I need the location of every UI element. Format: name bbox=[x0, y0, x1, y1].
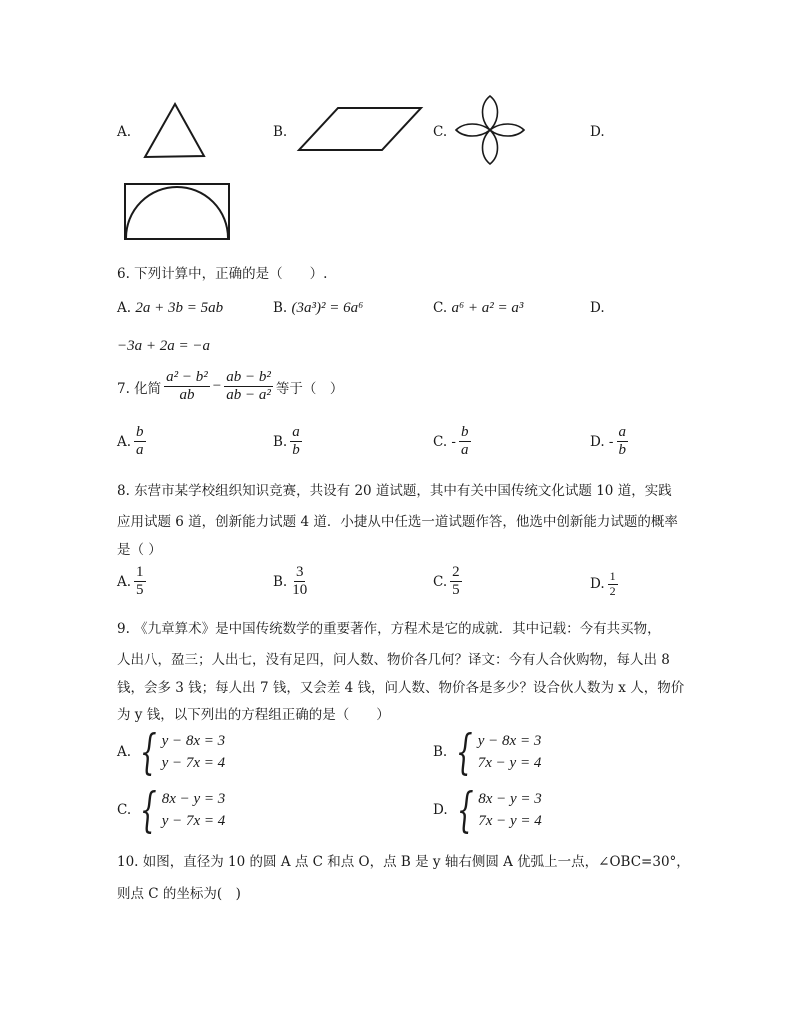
q8-option-b-num: 3 bbox=[294, 564, 306, 582]
q6-option-a-expr: 2a + 3b = 5ab bbox=[135, 300, 224, 316]
q8-option-b-label: B. bbox=[273, 573, 288, 590]
q7-option-d-den: b bbox=[618, 442, 626, 459]
q8-option-c bbox=[433, 564, 465, 600]
q8-option-c-label: C. bbox=[433, 573, 448, 590]
q9-option-a-eq-2: y − 7x = 4 bbox=[161, 755, 226, 771]
q9-option-a bbox=[117, 724, 226, 780]
q10-line-1: 10. 如图，直径为 10 的圆 A 点 C 和点 O，点 B 是 y 轴右侧圆 A 优弧上一点，∠OBC=30°， bbox=[117, 854, 690, 870]
q8-option-c-num: 2 bbox=[450, 564, 462, 582]
q8-line-3: 是（ ） bbox=[117, 542, 162, 558]
q6-stem: 6. 下列计算中，正确的是（ ）. bbox=[117, 266, 328, 282]
q7-fraction-2-denominator: ab − a² bbox=[226, 387, 271, 404]
q7-prefix: 7. 化简 bbox=[117, 380, 162, 397]
q7-option-c-num: b bbox=[459, 424, 471, 442]
q8-option-a-num: 1 bbox=[134, 564, 146, 582]
q6-option-c-expr: a⁶ + a² = a³ bbox=[451, 300, 524, 316]
brace-symbol: { bbox=[139, 724, 157, 780]
q6-option-b-label: B. bbox=[273, 300, 288, 316]
q9-option-c-eq-2: y − 7x = 4 bbox=[161, 813, 226, 829]
q7-option-a-den: a bbox=[136, 442, 144, 459]
q7-suffix: 等于（ ） bbox=[275, 380, 344, 397]
q7-option-b bbox=[273, 424, 305, 460]
semicircle-in-rectangle-figure bbox=[120, 180, 232, 242]
q7-fraction-2-numerator: ab − b² bbox=[224, 369, 273, 387]
q6-option-c-label: C. bbox=[433, 300, 448, 316]
triangle-figure bbox=[140, 100, 210, 162]
q7-minus: − bbox=[212, 378, 222, 395]
q9-option-d-eq-2: 7x − y = 4 bbox=[478, 813, 542, 829]
q9-line-4: 为 y 钱，以下列出的方程组正确的是（ ） bbox=[117, 707, 390, 723]
q5-option-d-label: D. bbox=[590, 124, 605, 140]
four-petal-flower-figure bbox=[452, 94, 528, 166]
q7-option-b-den: b bbox=[292, 442, 300, 459]
q9-option-c-label: C. bbox=[117, 802, 132, 818]
q5-option-b-label: B. bbox=[273, 124, 288, 140]
q7-option-c-label: C. - bbox=[433, 433, 456, 450]
brace-symbol: { bbox=[456, 724, 473, 780]
q7-option-c bbox=[433, 424, 474, 460]
q6-option-a bbox=[117, 300, 223, 317]
q7-option-d-label: D. - bbox=[590, 433, 614, 450]
q9-line-1: 9. 《九章算术》是中国传统数学的重要著作，方程术是它的成就．其中记载：今有共买物， bbox=[117, 621, 661, 637]
q9-option-b-eq-2: 7x − y = 4 bbox=[477, 755, 542, 771]
q5-option-a-label: A. bbox=[117, 124, 132, 140]
parallelogram-figure bbox=[294, 104, 424, 154]
q7-fraction-2 bbox=[224, 369, 273, 405]
q8-option-b bbox=[273, 564, 312, 600]
q7-option-a-num: b bbox=[134, 424, 146, 442]
q9-option-a-eq-1: y − 8x = 3 bbox=[161, 732, 226, 749]
q7-option-b-num: a bbox=[290, 424, 302, 442]
q9-option-a-label: A. bbox=[117, 744, 132, 760]
q7-option-a bbox=[117, 424, 149, 460]
q7-option-d-num: a bbox=[617, 424, 629, 442]
q7-option-d bbox=[590, 424, 631, 460]
q9-option-b-label: B. bbox=[433, 744, 448, 760]
q8-line-1: 8. 东营市某学校组织知识竞赛，共设有 20 道试题，其中有关中国传统文化试题 10 道，实践 bbox=[117, 483, 672, 499]
q8-option-c-den: 5 bbox=[452, 582, 460, 599]
q7-option-c-den: a bbox=[461, 442, 469, 459]
q5-option-c-label: C. bbox=[433, 124, 448, 140]
brace-symbol: { bbox=[456, 782, 474, 838]
q7-stem bbox=[117, 369, 343, 405]
q8-option-a bbox=[117, 564, 149, 600]
q8-option-b-den: 10 bbox=[292, 582, 308, 599]
q8-option-a-label: A. bbox=[117, 573, 132, 590]
q7-option-a-label: A. bbox=[117, 433, 132, 450]
q9-option-b-eq-1: y − 8x = 3 bbox=[477, 732, 542, 749]
q9-option-c bbox=[117, 782, 226, 838]
q9-line-3: 钱，会多 3 钱；每人出 7 钱，又会差 4 钱，问人数、物价各是多少？设合伙人数为 x 人，物价 bbox=[117, 680, 685, 696]
q7-fraction-1-numerator: a² − b² bbox=[164, 369, 210, 387]
q9-option-d-label: D. bbox=[433, 802, 448, 818]
q7-fraction-1-denominator: ab bbox=[179, 387, 195, 404]
q8-option-d-den: 2 bbox=[609, 583, 616, 598]
q8-option-d-num: 1 bbox=[609, 569, 616, 583]
q9-line-2: 人出八，盈三；人出七，没有足四，问人数、物价各几何？译文：今有人合伙购物，每人出 8 bbox=[117, 652, 670, 668]
q8-option-a-den: 5 bbox=[136, 582, 144, 599]
q8-option-d-label: D. bbox=[590, 576, 605, 593]
q6-option-d-label: D. bbox=[590, 300, 605, 316]
brace-symbol: { bbox=[140, 782, 157, 838]
q9-option-b bbox=[433, 724, 542, 780]
q9-option-c-eq-1: 8x − y = 3 bbox=[161, 790, 226, 807]
q8-line-2: 应用试题 6 道，创新能力试题 4 道．小捷从中任选一道试题作答，他选中创新能力试题的概率 bbox=[117, 514, 678, 530]
q7-option-b-label: B. bbox=[273, 433, 288, 450]
q6-option-b-expr: (3a³)² = 6a⁶ bbox=[291, 300, 364, 316]
q9-option-d-eq-1: 8x − y = 3 bbox=[478, 790, 542, 807]
q8-option-d bbox=[590, 570, 621, 599]
q9-option-d bbox=[433, 782, 542, 838]
q10-line-2: 则点 C 的坐标为( ) bbox=[117, 886, 241, 902]
q6-option-c bbox=[433, 300, 523, 317]
q6-option-a-label: A. bbox=[117, 300, 132, 316]
q6-option-b bbox=[273, 300, 363, 317]
q7-fraction-1 bbox=[164, 369, 210, 405]
q6-option-d-expr: −3a + 2a = −a bbox=[117, 338, 210, 354]
